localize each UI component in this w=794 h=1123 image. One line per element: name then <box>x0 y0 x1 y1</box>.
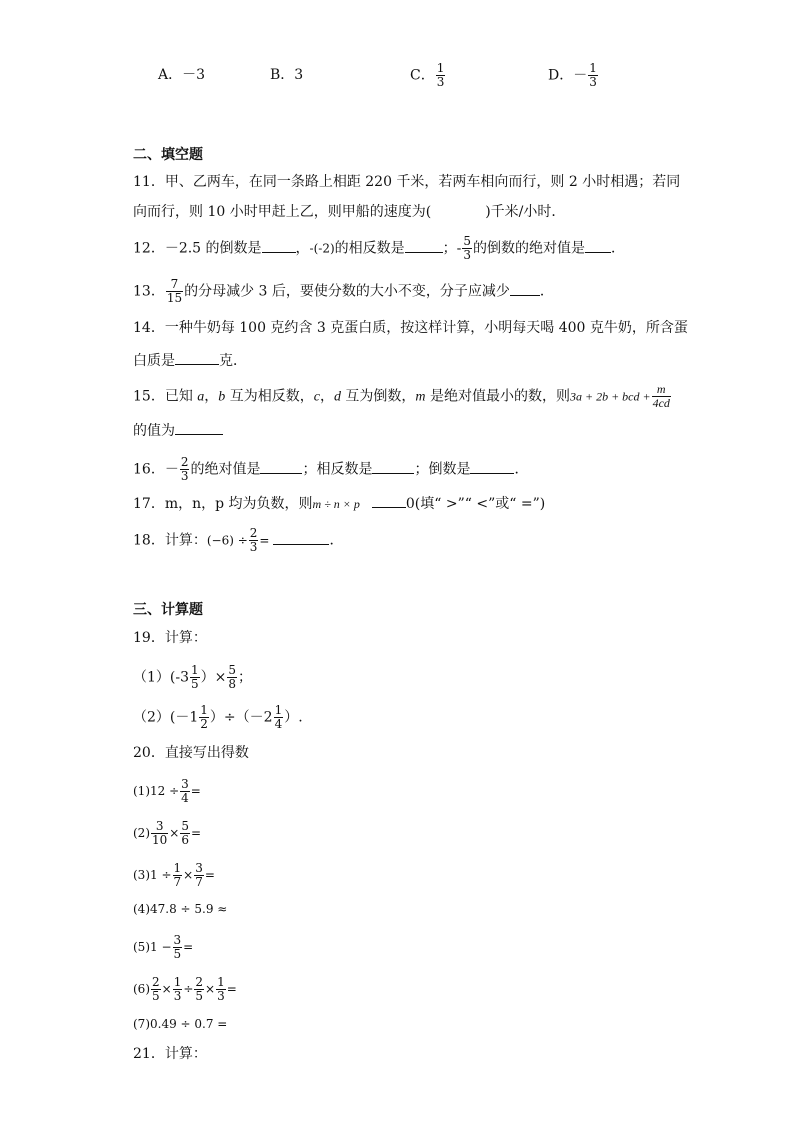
question-15-text: 互为相反数， <box>225 388 314 405</box>
answer-blank[interactable] <box>510 281 540 296</box>
fraction <box>194 862 204 889</box>
answer-blank[interactable] <box>405 238 443 253</box>
question-15-text: 的值为 <box>133 423 175 439</box>
fraction-numerator: 3 <box>181 777 189 791</box>
answer-blank[interactable] <box>175 350 219 365</box>
fraction <box>166 278 183 305</box>
fraction-denominator: 6 <box>181 833 189 847</box>
math-expr: -(-2) <box>309 241 335 256</box>
punct: ， <box>295 240 310 257</box>
question-15-text: 15．已知 <box>133 388 198 405</box>
fraction-denominator: 2 <box>200 717 208 731</box>
equals-sign: = <box>204 868 215 882</box>
fraction <box>652 383 671 410</box>
equals-sign: = <box>226 982 237 996</box>
expr-text: ）÷（－2 <box>209 709 273 726</box>
punct: ）. <box>284 709 303 726</box>
section-title-fill: 二、填空题 <box>133 147 203 163</box>
math-expr: (−6) ÷ <box>206 533 248 548</box>
fraction-denominator: 3 <box>217 989 225 1003</box>
fraction-denominator: 5 <box>191 677 199 691</box>
fraction <box>173 976 183 1003</box>
question-21-title: 21．计算： <box>133 1046 207 1062</box>
question-13-text: 的分母减少 3 后，要使分数的大小不变，分子应减少 <box>184 283 510 300</box>
fraction-denominator: 8 <box>228 677 237 691</box>
question-19-part-1 <box>133 664 252 691</box>
question-13 <box>133 278 554 305</box>
fraction-numerator: m <box>652 383 671 397</box>
operator: × <box>169 826 180 840</box>
question-11-line2 <box>133 202 565 222</box>
fraction-numerator: 5 <box>181 819 189 833</box>
question-15-text: 互为倒数， <box>340 388 416 405</box>
question-20-item-3 <box>133 862 215 889</box>
question-16-text: 的绝对值是 <box>190 461 261 478</box>
fraction <box>462 235 472 262</box>
question-12-text: 的倒数的绝对值是 <box>473 240 586 257</box>
answer-blank[interactable] <box>260 459 302 474</box>
question-16 <box>133 456 528 483</box>
expr-text: (6) <box>133 982 150 996</box>
fraction-numerator: 1 <box>191 663 199 677</box>
fraction-numerator: 2 <box>195 975 204 989</box>
question-17 <box>133 493 545 514</box>
fraction-numerator: 1 <box>173 861 182 875</box>
question-19-title: 19．计算： <box>133 630 207 646</box>
fraction <box>190 664 200 691</box>
punct: ． <box>329 532 344 549</box>
option-d-fraction <box>588 62 598 89</box>
fraction <box>180 820 190 847</box>
question-16-text: ；相反数是 <box>302 461 373 478</box>
question-11-text: 向而行，则 10 小时甲赶上乙，则甲船的速度为( <box>133 204 432 220</box>
fraction-denominator: 3 <box>463 248 472 262</box>
fraction <box>274 704 284 731</box>
fraction <box>199 704 209 731</box>
expr-text: (5)1 − <box>133 940 172 954</box>
question-12-text: 12．－2.5 的倒数是 <box>133 240 262 257</box>
equals-sign: = <box>183 940 194 954</box>
fraction <box>194 976 204 1003</box>
punct: ， <box>319 388 334 405</box>
fraction-numerator: 1 <box>589 61 597 75</box>
question-19-part-2 <box>133 704 303 731</box>
fraction-denominator: 7 <box>173 875 182 889</box>
fraction-denominator: 4 <box>274 717 283 731</box>
operator: ÷ <box>183 982 194 996</box>
fraction-numerator: 5 <box>463 234 472 248</box>
fraction <box>180 456 190 483</box>
expr-text: (2) <box>133 826 150 840</box>
punct: ； <box>238 669 253 686</box>
question-20-item-1 <box>133 778 201 805</box>
question-13-number: 13． <box>133 283 165 300</box>
var-d: d <box>333 389 341 405</box>
var-c: c <box>313 389 320 405</box>
answer-blank[interactable] <box>585 238 611 253</box>
fraction <box>249 527 259 554</box>
question-14-line1: 14．一种牛奶每 100 克约含 3 克蛋白质，按这样计算，小明每天喝 400 克牛奶，所含蛋 <box>133 320 688 336</box>
var-a: a <box>197 389 205 405</box>
option-d-label: D．－ <box>548 67 588 84</box>
math-expr: m ÷ n × p <box>312 497 360 511</box>
fraction <box>151 820 168 847</box>
fraction <box>216 976 226 1003</box>
answer-blank[interactable] <box>273 530 329 545</box>
expr-text: (1)12 ÷ <box>133 784 180 798</box>
answer-blank[interactable] <box>175 420 223 435</box>
question-16-text: 16．－ <box>133 461 179 478</box>
minus-sign: - <box>456 240 462 257</box>
question-14-line2 <box>133 350 247 371</box>
option-c <box>410 62 446 89</box>
question-20-item-7: (7)0.49 ÷ 0.7 = <box>133 1017 228 1031</box>
fraction <box>173 862 183 889</box>
option-c-label: C． <box>410 67 435 84</box>
option-a: A．－3 <box>158 67 206 83</box>
fraction-denominator: 15 <box>166 291 183 305</box>
fraction <box>180 778 190 805</box>
math-expr: 3a + 2b + bcd + <box>569 389 651 404</box>
fraction-numerator: 7 <box>166 278 183 292</box>
fraction-numerator: 2 <box>249 526 258 540</box>
var-m: m <box>415 389 426 405</box>
answer-blank[interactable] <box>470 459 514 474</box>
question-18-text: 18．计算： <box>133 532 207 549</box>
fraction-numerator: 1 <box>217 975 225 989</box>
operator: × <box>161 982 172 996</box>
equals-sign: = <box>190 826 202 840</box>
question-20-item-2 <box>133 820 201 847</box>
expr-text: ）× <box>200 669 227 686</box>
option-d <box>548 62 599 89</box>
fraction-numerator: 2 <box>152 975 160 989</box>
question-14-text: 白质是 <box>133 353 175 369</box>
fraction-numerator: 1 <box>436 61 445 75</box>
fraction-numerator: 1 <box>200 703 208 717</box>
equals-sign: = <box>190 784 201 798</box>
operator: × <box>205 982 216 996</box>
fraction <box>227 664 237 691</box>
punct: ， <box>204 388 219 405</box>
question-14-text-end: 克． <box>219 353 247 369</box>
fraction-denominator: 4cd <box>652 396 670 410</box>
answer-blank[interactable] <box>262 238 296 253</box>
expr-text: （1）(-3 <box>133 669 190 686</box>
fraction-numerator: 3 <box>173 933 182 947</box>
question-15-text: 是绝对值最小的数，则 <box>425 388 570 405</box>
fraction-numerator: 3 <box>195 861 203 875</box>
question-17-text: 17．m，n，p 均为负数，则 <box>133 496 313 512</box>
fraction-denominator: 5 <box>173 947 182 961</box>
question-11-text-end: )千米/小时． <box>485 204 566 220</box>
fraction-numerator: 2 <box>180 455 189 469</box>
punct: ． <box>514 461 529 478</box>
question-20-item-4: (4)47.8 ÷ 5.9 ≈ <box>133 902 228 916</box>
question-18 <box>133 527 343 554</box>
question-20-item-6 <box>133 976 237 1003</box>
option-b: B．3 <box>270 67 304 83</box>
fraction-denominator: 7 <box>195 875 203 889</box>
fraction-numerator: 1 <box>173 975 182 989</box>
fraction-denominator: 10 <box>152 833 168 847</box>
question-12-text: 的相反数是 <box>334 240 405 257</box>
var-b: b <box>218 389 226 405</box>
fraction-denominator: 4 <box>181 791 189 805</box>
operator: × <box>183 868 194 882</box>
fraction-numerator: 1 <box>274 703 283 717</box>
fraction-denominator: 3 <box>180 469 189 483</box>
fraction-denominator: 3 <box>249 540 258 554</box>
fraction-denominator: 5 <box>195 989 204 1003</box>
punct: ． <box>539 283 554 300</box>
equals-sign: = <box>259 533 270 548</box>
fraction-denominator: 5 <box>152 989 160 1003</box>
fraction-numerator: 3 <box>151 820 168 834</box>
fraction-numerator: 5 <box>228 663 237 677</box>
fraction <box>173 934 183 961</box>
section-title-calc: 三、计算题 <box>133 602 203 618</box>
expr-text: (3)1 ÷ <box>133 868 172 882</box>
question-15-line2 <box>133 420 223 441</box>
question-12 <box>133 235 625 262</box>
question-17-text: 0(填“ >”“ <”或“ =”) <box>405 496 546 512</box>
fraction-denominator: 3 <box>173 989 182 1003</box>
fraction-denominator: 3 <box>589 75 597 89</box>
question-15-line1 <box>133 383 672 410</box>
expr-text: （2）(－1 <box>133 709 199 726</box>
question-16-text: ；倒数是 <box>414 461 471 478</box>
question-11-line1: 11．甲、乙两车，在同一条路上相距 220 千米，若两车相向而行，则 2 小时相遇；若同 <box>133 174 681 190</box>
question-20-item-5 <box>133 934 193 961</box>
punct: ． <box>611 240 626 257</box>
question-20-title: 20．直接写出得数 <box>133 745 249 761</box>
option-c-fraction <box>436 62 446 89</box>
fraction <box>151 976 161 1003</box>
answer-blank[interactable] <box>372 459 414 474</box>
fraction-denominator: 3 <box>436 75 445 89</box>
punct: ； <box>442 240 457 257</box>
answer-blank[interactable] <box>372 493 406 508</box>
